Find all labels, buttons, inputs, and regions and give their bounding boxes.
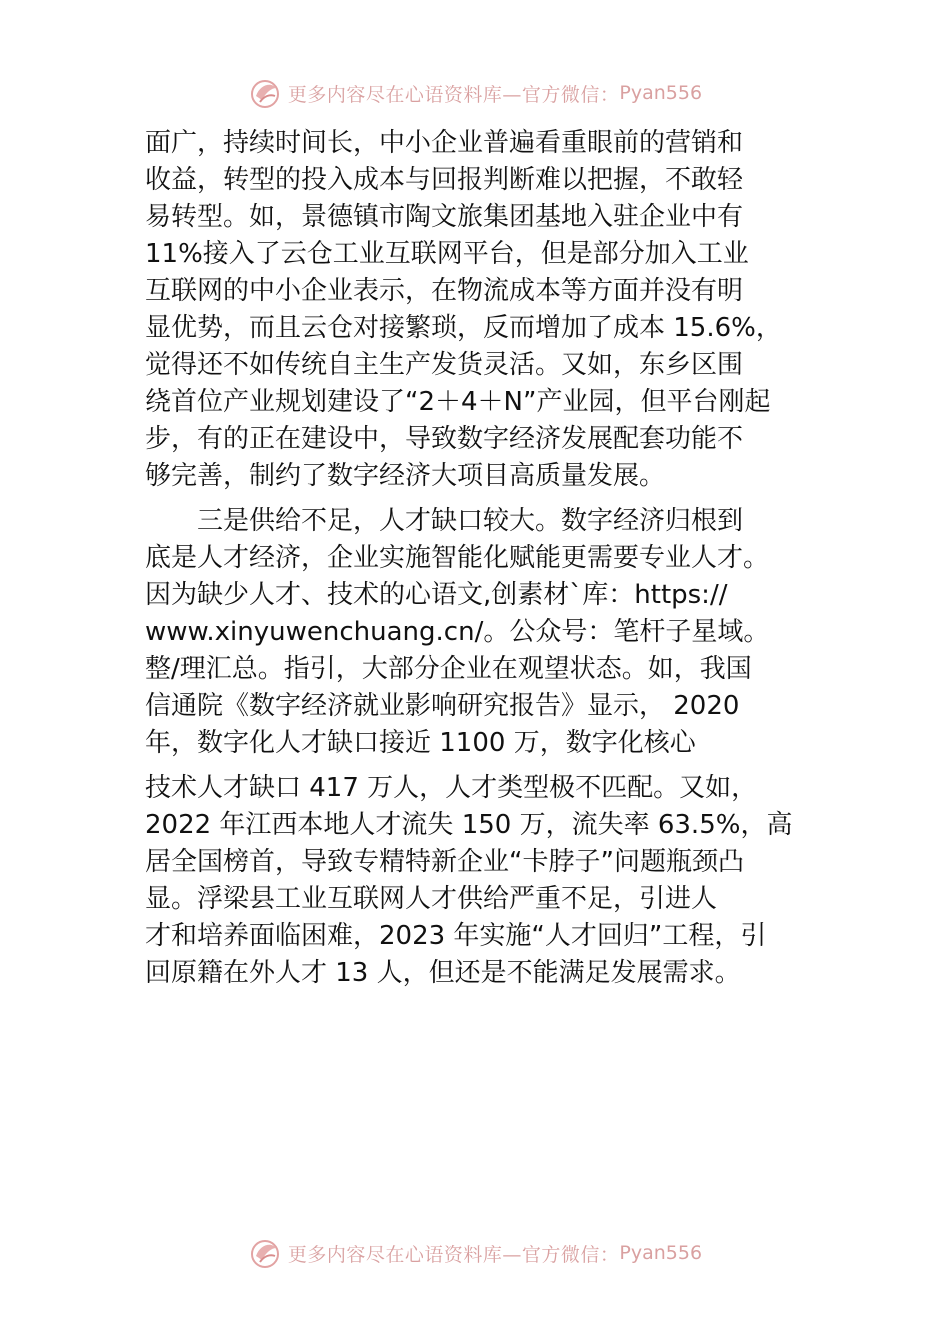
text-line: 底是人才经济，企业实施智能化赋能更需要专业人才。 bbox=[145, 543, 770, 573]
text-line: 才和培养面临困难，2023 年实施“人才回归”工程，引 bbox=[145, 921, 767, 951]
paragraph-1 bbox=[145, 125, 810, 495]
text-line: 收益，转型的投入成本与回报判断难以把握，不敢轻 bbox=[145, 165, 744, 195]
watermark-text: 更多内容尽在心语资料库—官方微信： bbox=[287, 1243, 620, 1266]
text-line: 互联网的中小企业表示，在物流成本等方面并没有明 bbox=[145, 276, 744, 306]
text-line: 面广，持续时间长，中小企业普遍看重眼前的营销和 bbox=[145, 128, 744, 158]
watermark-wechat-id: Pyan556 bbox=[619, 82, 703, 104]
xinyu-logo-icon bbox=[248, 1236, 282, 1270]
text-line: 显。浮梁县工业互联网人才供给严重不足，引进人 bbox=[145, 884, 718, 914]
text-line: 11%接入了云仓工业互联网平台，但是部分加入工业 bbox=[145, 239, 749, 269]
text-line: 易转型。如，景德镇市陶文旅集团基地入驻企业中有 bbox=[145, 202, 744, 232]
text-line: 2022 年江西本地人才流失 150 万，流失率 63.5%，高 bbox=[145, 810, 793, 840]
footer-watermark bbox=[0, 1228, 950, 1278]
paragraph-2 bbox=[145, 503, 810, 762]
text-line: 三是供给不足，人才缺口较大。数字经济归根到 bbox=[145, 506, 744, 536]
text-line: 因为缺少人才、技术的心语文,创素材`库：https:// bbox=[145, 580, 728, 610]
paragraph-3 bbox=[145, 770, 810, 992]
text-line: 绕首位产业规划建设了“2＋4＋N”产业园，但平台刚起 bbox=[145, 387, 771, 417]
text-line: www.xinyuwenchuang.cn/。公众号：笔杆子星域。 bbox=[145, 617, 770, 647]
text-line: 够完善，制约了数字经济大项目高质量发展。 bbox=[145, 461, 666, 491]
text-line: 年，数字化人才缺口接近 1100 万，数字化核心 bbox=[145, 728, 696, 758]
text-line: 觉得还不如传统自主生产发货灵活。又如，东乡区围 bbox=[145, 350, 744, 380]
text-line: 技术人才缺口 417 万人，人才类型极不匹配。又如， bbox=[145, 773, 758, 803]
watermark-text: 更多内容尽在心语资料库—官方微信： bbox=[287, 83, 620, 106]
xinyu-logo-icon bbox=[248, 76, 282, 110]
document-body bbox=[145, 125, 810, 992]
text-line: 步，有的正在建设中，导致数字经济发展配套功能不 bbox=[145, 424, 744, 454]
text-line: 整/理汇总。指引，大部分企业在观望状态。如，我国 bbox=[145, 654, 752, 684]
text-line: 显优势，而且云仓对接繁琐，反而增加了成本 15.6%， bbox=[145, 313, 782, 343]
text-line: 居全国榜首，导致专精特新企业“卡脖子”问题瓶颈凸 bbox=[145, 847, 744, 877]
text-line: 回原籍在外人才 13 人，但还是不能满足发展需求。 bbox=[145, 958, 741, 988]
text-line: 信通院《数字经济就业影响研究报告》显示， 2020 bbox=[145, 691, 740, 721]
watermark-wechat-id: Pyan556 bbox=[619, 1242, 703, 1264]
header-watermark bbox=[0, 68, 950, 118]
